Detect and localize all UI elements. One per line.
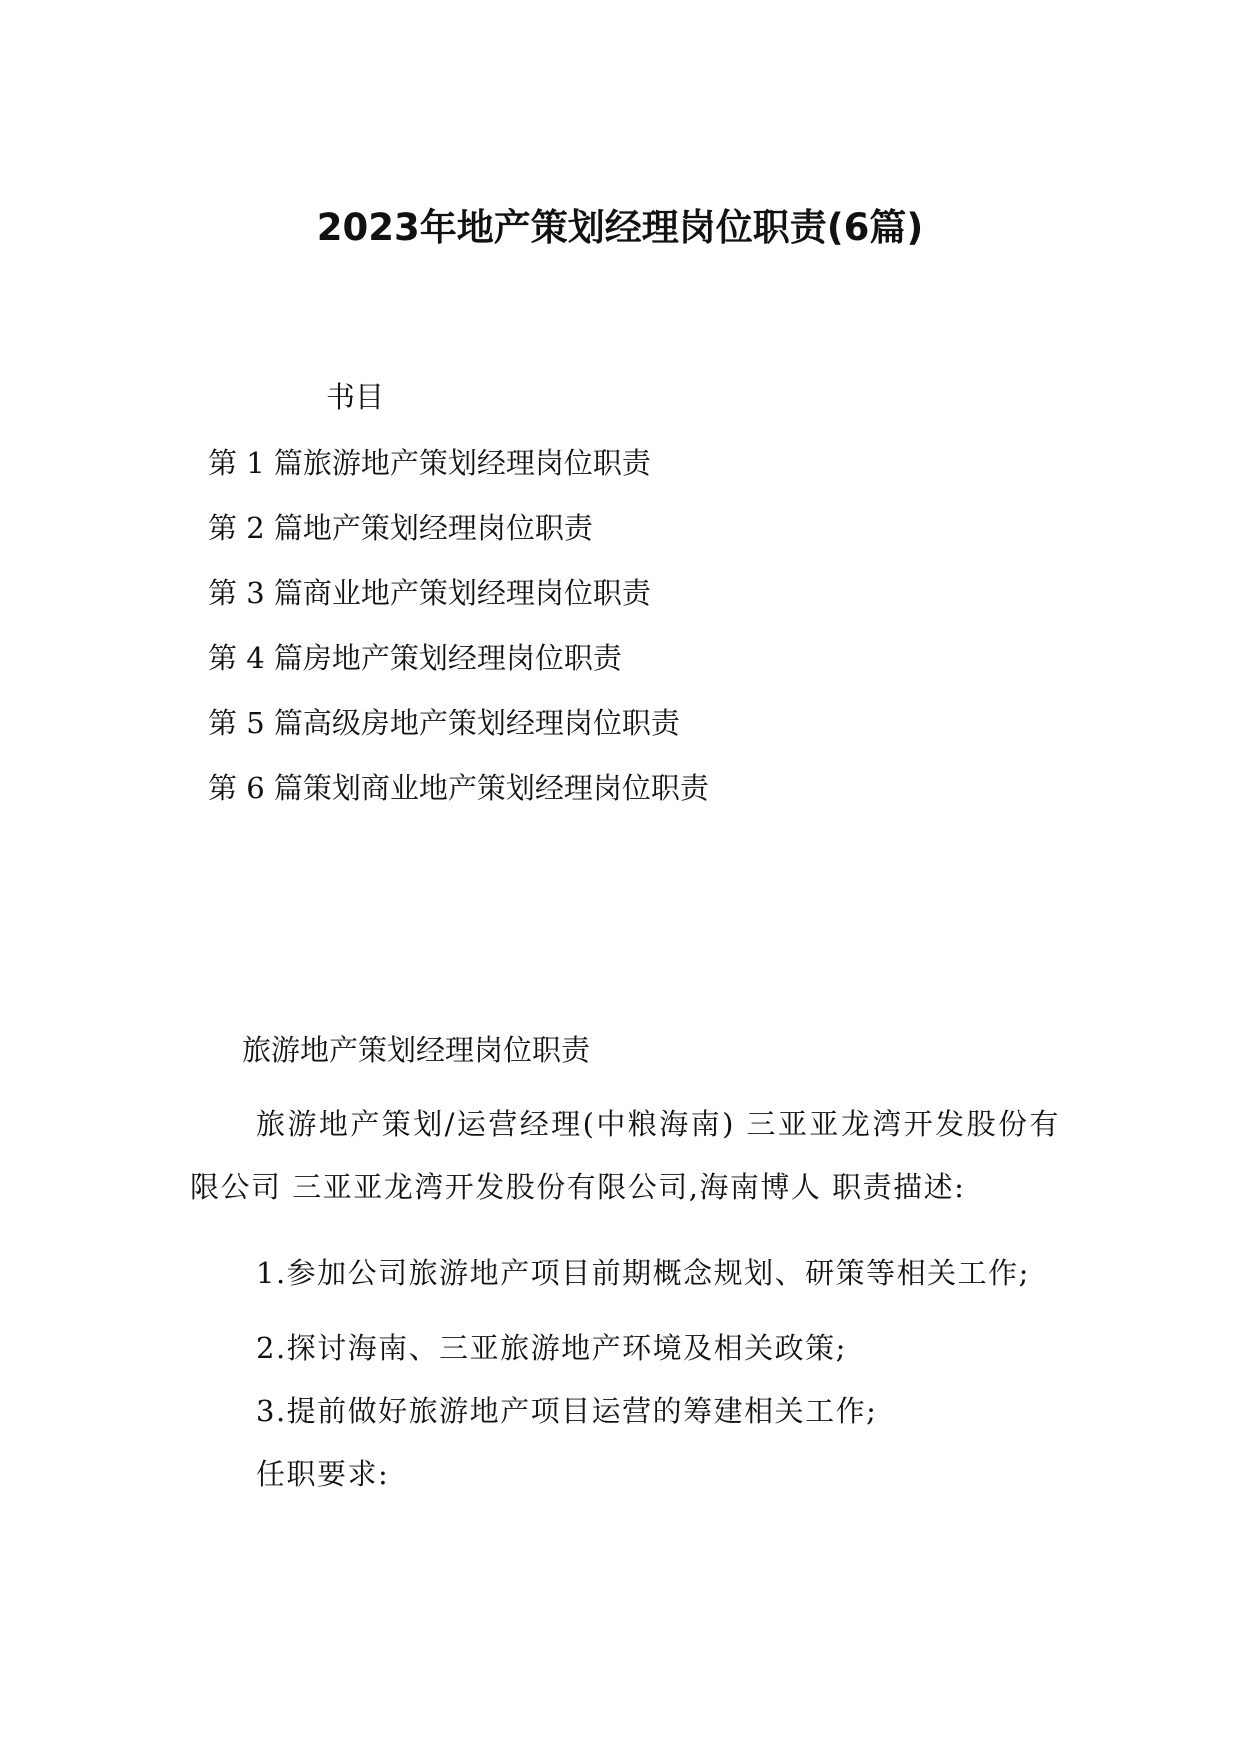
paragraph: 旅游地产策划/运营经理(中粮海南) 三亚亚龙湾开发股份有限公司 三亚亚龙湾开发股份有限公司,海南博人 职责描述: <box>190 1107 1060 1204</box>
paragraph: 3.提前做好旅游地产项目运营的筹建相关工作; <box>256 1394 878 1428</box>
document-title: 2023年地产策划经理岗位职责(6篇) <box>316 206 924 249</box>
toc-item: 第 2 篇地产策划经理岗位职责 <box>208 511 593 545</box>
toc-heading: 书目 <box>326 380 385 414</box>
toc-item: 第 4 篇房地产策划经理岗位职责 <box>208 641 622 675</box>
toc-item: 第 6 篇策划商业地产策划经理岗位职责 <box>208 771 709 805</box>
paragraph: 2.探讨海南、三亚旅游地产环境及相关政策; <box>256 1331 847 1365</box>
paragraph: 1.参加公司旅游地产项目前期概念规划、研策等相关工作; <box>256 1256 1030 1290</box>
toc-item: 第 1 篇旅游地产策划经理岗位职责 <box>208 446 651 480</box>
paragraph: 任职要求: <box>256 1457 390 1491</box>
toc-item: 第 3 篇商业地产策划经理岗位职责 <box>208 576 651 610</box>
table-of-contents <box>208 443 709 833</box>
toc-item: 第 5 篇高级房地产策划经理岗位职责 <box>208 706 680 740</box>
section-body <box>190 1030 1060 1517</box>
section-title: 旅游地产策划经理岗位职责 <box>242 1033 591 1067</box>
